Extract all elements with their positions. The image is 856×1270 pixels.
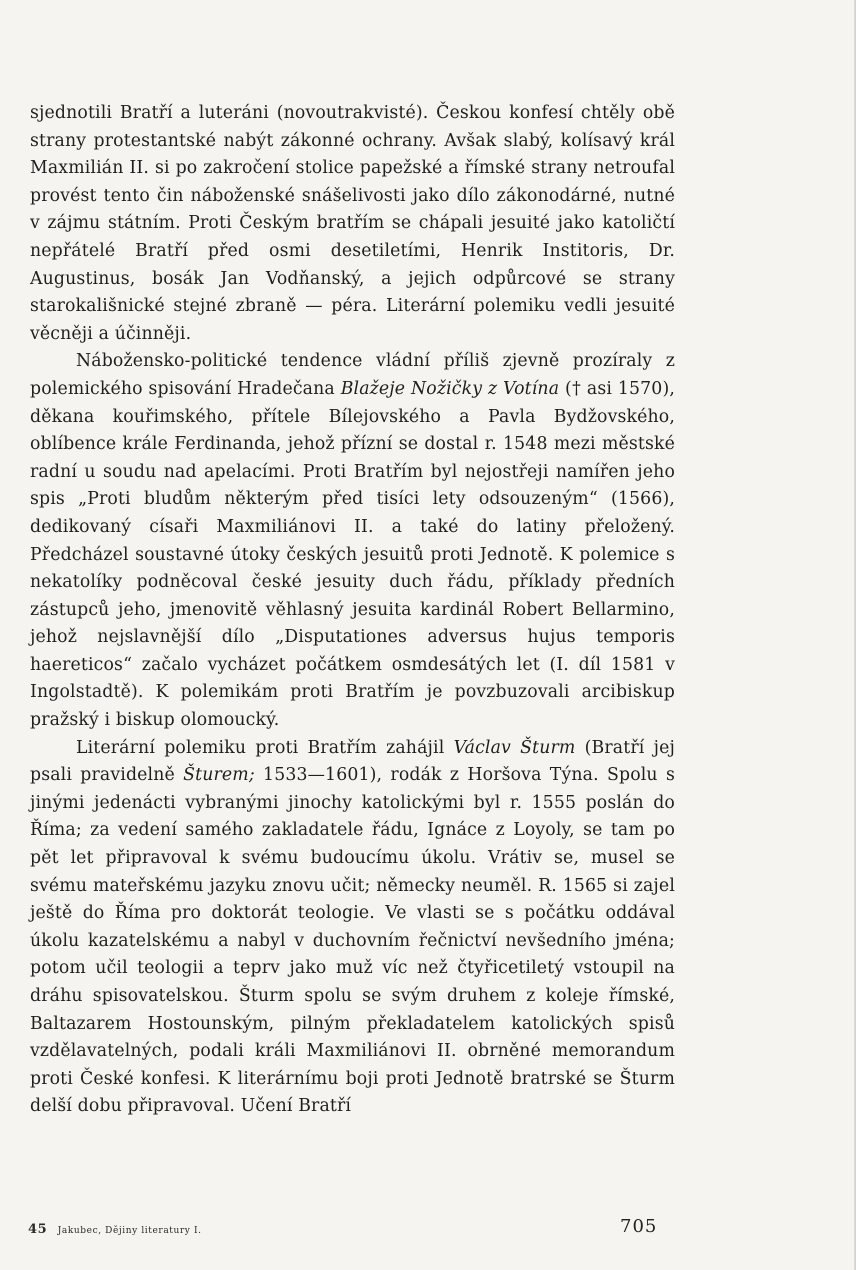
text-run: Nábožensko-politické tendence vládní příliš zjevně prozíraly z polemického spisování Hradečana	[30, 351, 675, 399]
signature-number: 45	[28, 1222, 48, 1237]
text-run: sjednotili Bratří a luteráni (novoutrakvisté). Českou konfesí chtěly obě strany protestantské nabýt zákonné ochrany. Avšak slabý, kolísavý král Maxmilián II. si po zakročení stolice papežské a římské strany netroufal provést tento čin náboženské snášelivosti jako dílo zákonodárné, nutné v zájmu státním. Proti Českým bratřím se chápali jesuité jako katoličtí nepřátelé Bratří před osmi desetiletími, Henrik Institoris, Dr. Augustinus, bosák Jan Vodňanský, a jejich odpůrcové se strany starokališnické stejné zbraně — péra. Literární polemiku vedli jesuité věcněji a účinněji.	[30, 103, 675, 344]
body-text	[30, 100, 675, 1121]
italic-name: Blažeje Nožičky z Votína	[340, 378, 560, 399]
page-footer	[0, 1216, 856, 1244]
signature-text: Jakubec, Dějiny literatury I.	[57, 1226, 202, 1236]
text-run: 1533—1601), rodák z Horšova Týna. Spolu s jinými jedenácti vybranými jinochy katolickými byl r. 1555 poslán do Říma; za vedení samého zakladatele řádu, Ignáce z Loyoly, se tam po pět let připravoval k svému budoucímu úkolu. Vrátiv se, musel se svému mateřskému jazyku znovu učit; německy neuměl. R. 1565 si zajel ještě do Říma pro doktorát teologie. Ve vlasti se s počátku oddával úkolu kazatelskému a nabyl v duchovním řečnictví nevšedního jména; potom učil teologii a teprv jako muž víc než čtyřicetiletý vstoupil na dráhu spisovatelskou. Šturm spolu se svým druhem z koleje římské, Baltazarem Hostounským, pilným překladatelem katolických spisů vzdělavatelných, podali králi Maxmiliánovi II. obrněné memorandum proti České konfesi. K literárnímu boji proti Jednotě bratrské se Šturm delší dobu připravoval. Učení Bratří	[30, 765, 675, 1117]
paragraph	[30, 348, 675, 734]
printer-signature	[28, 1222, 202, 1237]
italic-name: Šturem;	[183, 765, 255, 786]
paragraph	[30, 100, 675, 348]
italic-name: Václav Šturm	[453, 737, 576, 758]
text-run: († asi 1570), děkana kouřimského, přítele Bílejovského a Pavla Bydžovského, oblíbence krále Ferdinanda, jehož přízní se dostal r. 1548 mezi městské radní u soudu nad apelacími. Proti Bratřím byl nejostřeji namířen jeho spis „Proti bludům některým před tisíci lety odsouzeným“ (1566), dedikovaný císaři Maxmiliánovi II. a také do latiny přeložený. Předcházel soustavné útoky českých jesuitů proti Jednotě. K polemice s nekatolíky podněcoval české jesuity duch řádu, příklady předních zástupců jeho, jmenovitě věhlasný jesuita kardinál Robert Bellarmino, jehož nejslavnější dílo „Disputationes adversus hujus temporis haereticos“ začalo vycházet počátkem osmdesátých let (I. díl 1581 v Ingolstadtě). K polemikám proti Bratřím je povzbuzovali arcibiskup pražský i biskup olomoucký.	[30, 378, 675, 731]
page-number: 705	[620, 1216, 658, 1237]
paragraph	[30, 735, 675, 1121]
text-run: Literární polemiku proti Bratřím zahájil	[76, 737, 454, 758]
text-run: (Bratří jej psali pravidelně	[30, 737, 676, 786]
